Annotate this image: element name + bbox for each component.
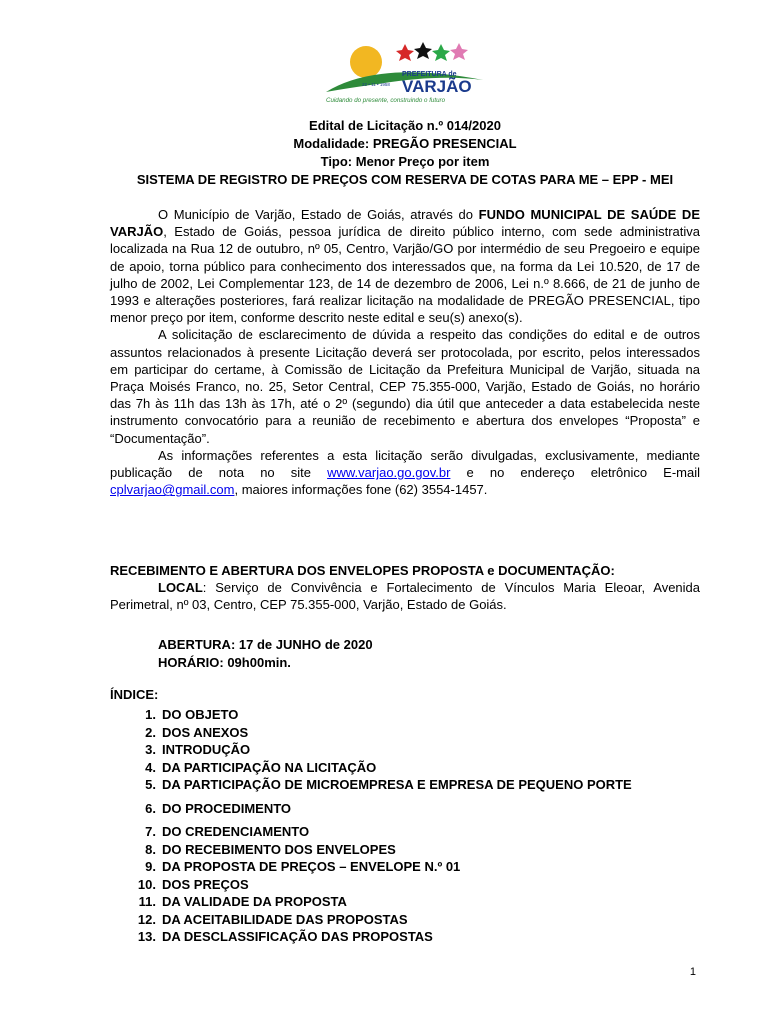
indice-item-label: DO PROCEDIMENTO <box>162 800 292 816</box>
indice-item-label: DOS PREÇOS <box>162 876 249 892</box>
indice-item <box>130 858 632 876</box>
indice-item <box>130 800 632 818</box>
indice-title: ÍNDICE: <box>110 687 159 702</box>
indice-item-label: DA ACEITABILIDADE DAS PROPOSTAS <box>162 911 408 927</box>
logo-tagline: Cuidando do presente, construindo o futuro <box>326 97 446 104</box>
indice-item <box>130 776 632 794</box>
indice-item-label: INTRODUÇÃO <box>162 742 251 757</box>
indice-item-label: DA PARTICIPAÇÃO DE MICROEMPRESA E EMPRESA DE PEQUENO PORTE <box>162 777 632 792</box>
indice-item-label: DO RECEBIMENTO DOS ENVELOPES <box>162 841 396 857</box>
intro-text <box>110 206 700 498</box>
indice-item-number: 9. <box>145 859 156 874</box>
indice-item-label: DA PARTICIPAÇÃO NA LICITAÇÃO <box>162 759 377 775</box>
indice-item-number: 8. <box>145 841 156 857</box>
edital-header <box>110 117 700 189</box>
indice-item <box>130 823 632 841</box>
indice-item-label: DA PROPOSTA DE PREÇOS – ENVELOPE N.º 01 <box>162 859 461 874</box>
indice-item <box>130 911 632 929</box>
indice-item-number: 4. <box>145 759 156 775</box>
local-label: LOCAL <box>158 580 203 596</box>
paragraph-3: As informações referentes a esta licitação serão divulgadas, exclusivamente, mediante publicação de nota no site www.varjao.go.gov.br e no endereço eletrônico E-mail cplvarjao@gmail.com, maiores informações fone (62) 3554-1457. <box>110 447 700 498</box>
fundo-name: FUNDO MUNICIPAL DE SAÚDE DE VARJÃO <box>110 207 700 240</box>
indice-item-number: 3. <box>145 742 156 757</box>
tipo: Tipo: Menor Preço por item <box>320 154 490 169</box>
people-stars-icon <box>396 42 468 61</box>
indice-item-label: DO OBJETO <box>162 707 239 722</box>
abertura-block <box>158 636 373 672</box>
paragraph-1: O Município de Varjão, Estado de Goiás, através do FUNDO MUNICIPAL DE SAÚDE DE VARJÃO, Estado de Goiás, pessoa jurídica de direito público interno, com sede administrativa localizada na Rua 12 de outubro, nº 05, Centro, Varjão/GO por intermédio de seu Pregoeiro e equipe de apoio, torna público para conhecimento dos interessados que, na forma da Lei 10.520, de 17 de julho de 2002, Lei Complementar 123, de 14 de dezembro de 2006, Lei n.º 8.666, de 21 de junho de 1993 e alterações posteriores, fará realizar licitação na modalidade de PREGÃO PRESENCIAL, tipo menor preço por item, conforme descrito neste edital e seu(s) anexo(s). <box>110 207 700 326</box>
logo-brand-name: VARJÃO <box>402 77 472 96</box>
indice-item-number: 10. <box>137 876 156 892</box>
indice-item-number: 5. <box>145 777 156 792</box>
indice-item <box>130 841 632 859</box>
horario: HORÁRIO: 09h00min. <box>158 655 291 670</box>
indice-item <box>130 759 632 777</box>
modalidade: Modalidade: PREGÃO PRESENCIAL <box>293 136 517 151</box>
site-link[interactable]: www.varjao.go.gov.br <box>327 465 451 481</box>
indice-item-label: DOS ANEXOS <box>162 724 249 740</box>
local-paragraph: LOCAL: Serviço de Convivência e Fortalecimento de Vínculos Maria Eleoar, Avenida Perimetral, nº 03, Centro, CEP 75.355-000, Varjão, Estado de Goiás. <box>110 580 700 613</box>
paragraph-2: A solicitação de esclarecimento de dúvida a respeito das condições do edital e de outros assuntos relacionados à presente Licitação deverá ser protocolada, por escrito, pelos interessados em participar do certame, à Comissão de Licitação da Prefeitura Municipal de Varjão, situada na Praça Moisés Franco, no. 25, Setor Central, CEP 75.355-000, Varjão, Estado de Goiás, no horário das 7h às 11h das 13h às 17h, até o 2º (segundo) dia útil que anteceder a data estabelecida neste instrumento convocatório para a reunião de recebimento e abertura dos envelopes “Proposta” e “Documentação”. <box>110 327 700 446</box>
indice-item-number: 2. <box>145 724 156 740</box>
indice-item <box>130 741 632 759</box>
sun-icon <box>350 46 382 78</box>
indice-item-number: 1. <box>145 707 156 722</box>
indice-item-label: DA DESCLASSIFICAÇÃO DAS PROPOSTAS <box>162 929 433 944</box>
prefeitura-logo <box>318 40 488 108</box>
recebimento-section <box>110 562 700 614</box>
indice-item-label: DA VALIDADE DA PROPOSTA <box>162 894 347 909</box>
indice-list <box>130 706 632 946</box>
indice-item <box>130 724 632 742</box>
email-link[interactable]: cplvarjao@gmail.com <box>110 482 235 498</box>
indice-item <box>130 893 632 911</box>
section-title: RECEBIMENTO E ABERTURA DOS ENVELOPES PROPOSTA e DOCUMENTAÇÃO: <box>110 563 615 578</box>
indice-item-label: DO CREDENCIAMENTO <box>162 824 310 839</box>
indice-item <box>130 876 632 894</box>
indice-item <box>130 928 632 946</box>
indice-item-number: 13. <box>137 929 156 944</box>
indice-item-number: 11. <box>138 894 156 909</box>
logo-founded-date: 22 • 11 • 1958 <box>362 82 390 87</box>
indice-item-number: 12. <box>137 911 156 927</box>
page-number: 1 <box>689 966 696 978</box>
indice-item <box>130 706 632 724</box>
sistema-registro: SISTEMA DE REGISTRO DE PREÇOS COM RESERVA DE COTAS PARA ME – EPP - MEI <box>136 172 674 187</box>
edital-number: Edital de Licitação n.º 014/2020 <box>309 118 501 133</box>
abertura-date: ABERTURA: 17 de JUNHO de 2020 <box>158 637 373 652</box>
indice-item-number: 6. <box>145 800 156 816</box>
logo-brand-small: PREFEITURA de <box>402 71 457 78</box>
indice-item-number: 7. <box>145 824 156 839</box>
